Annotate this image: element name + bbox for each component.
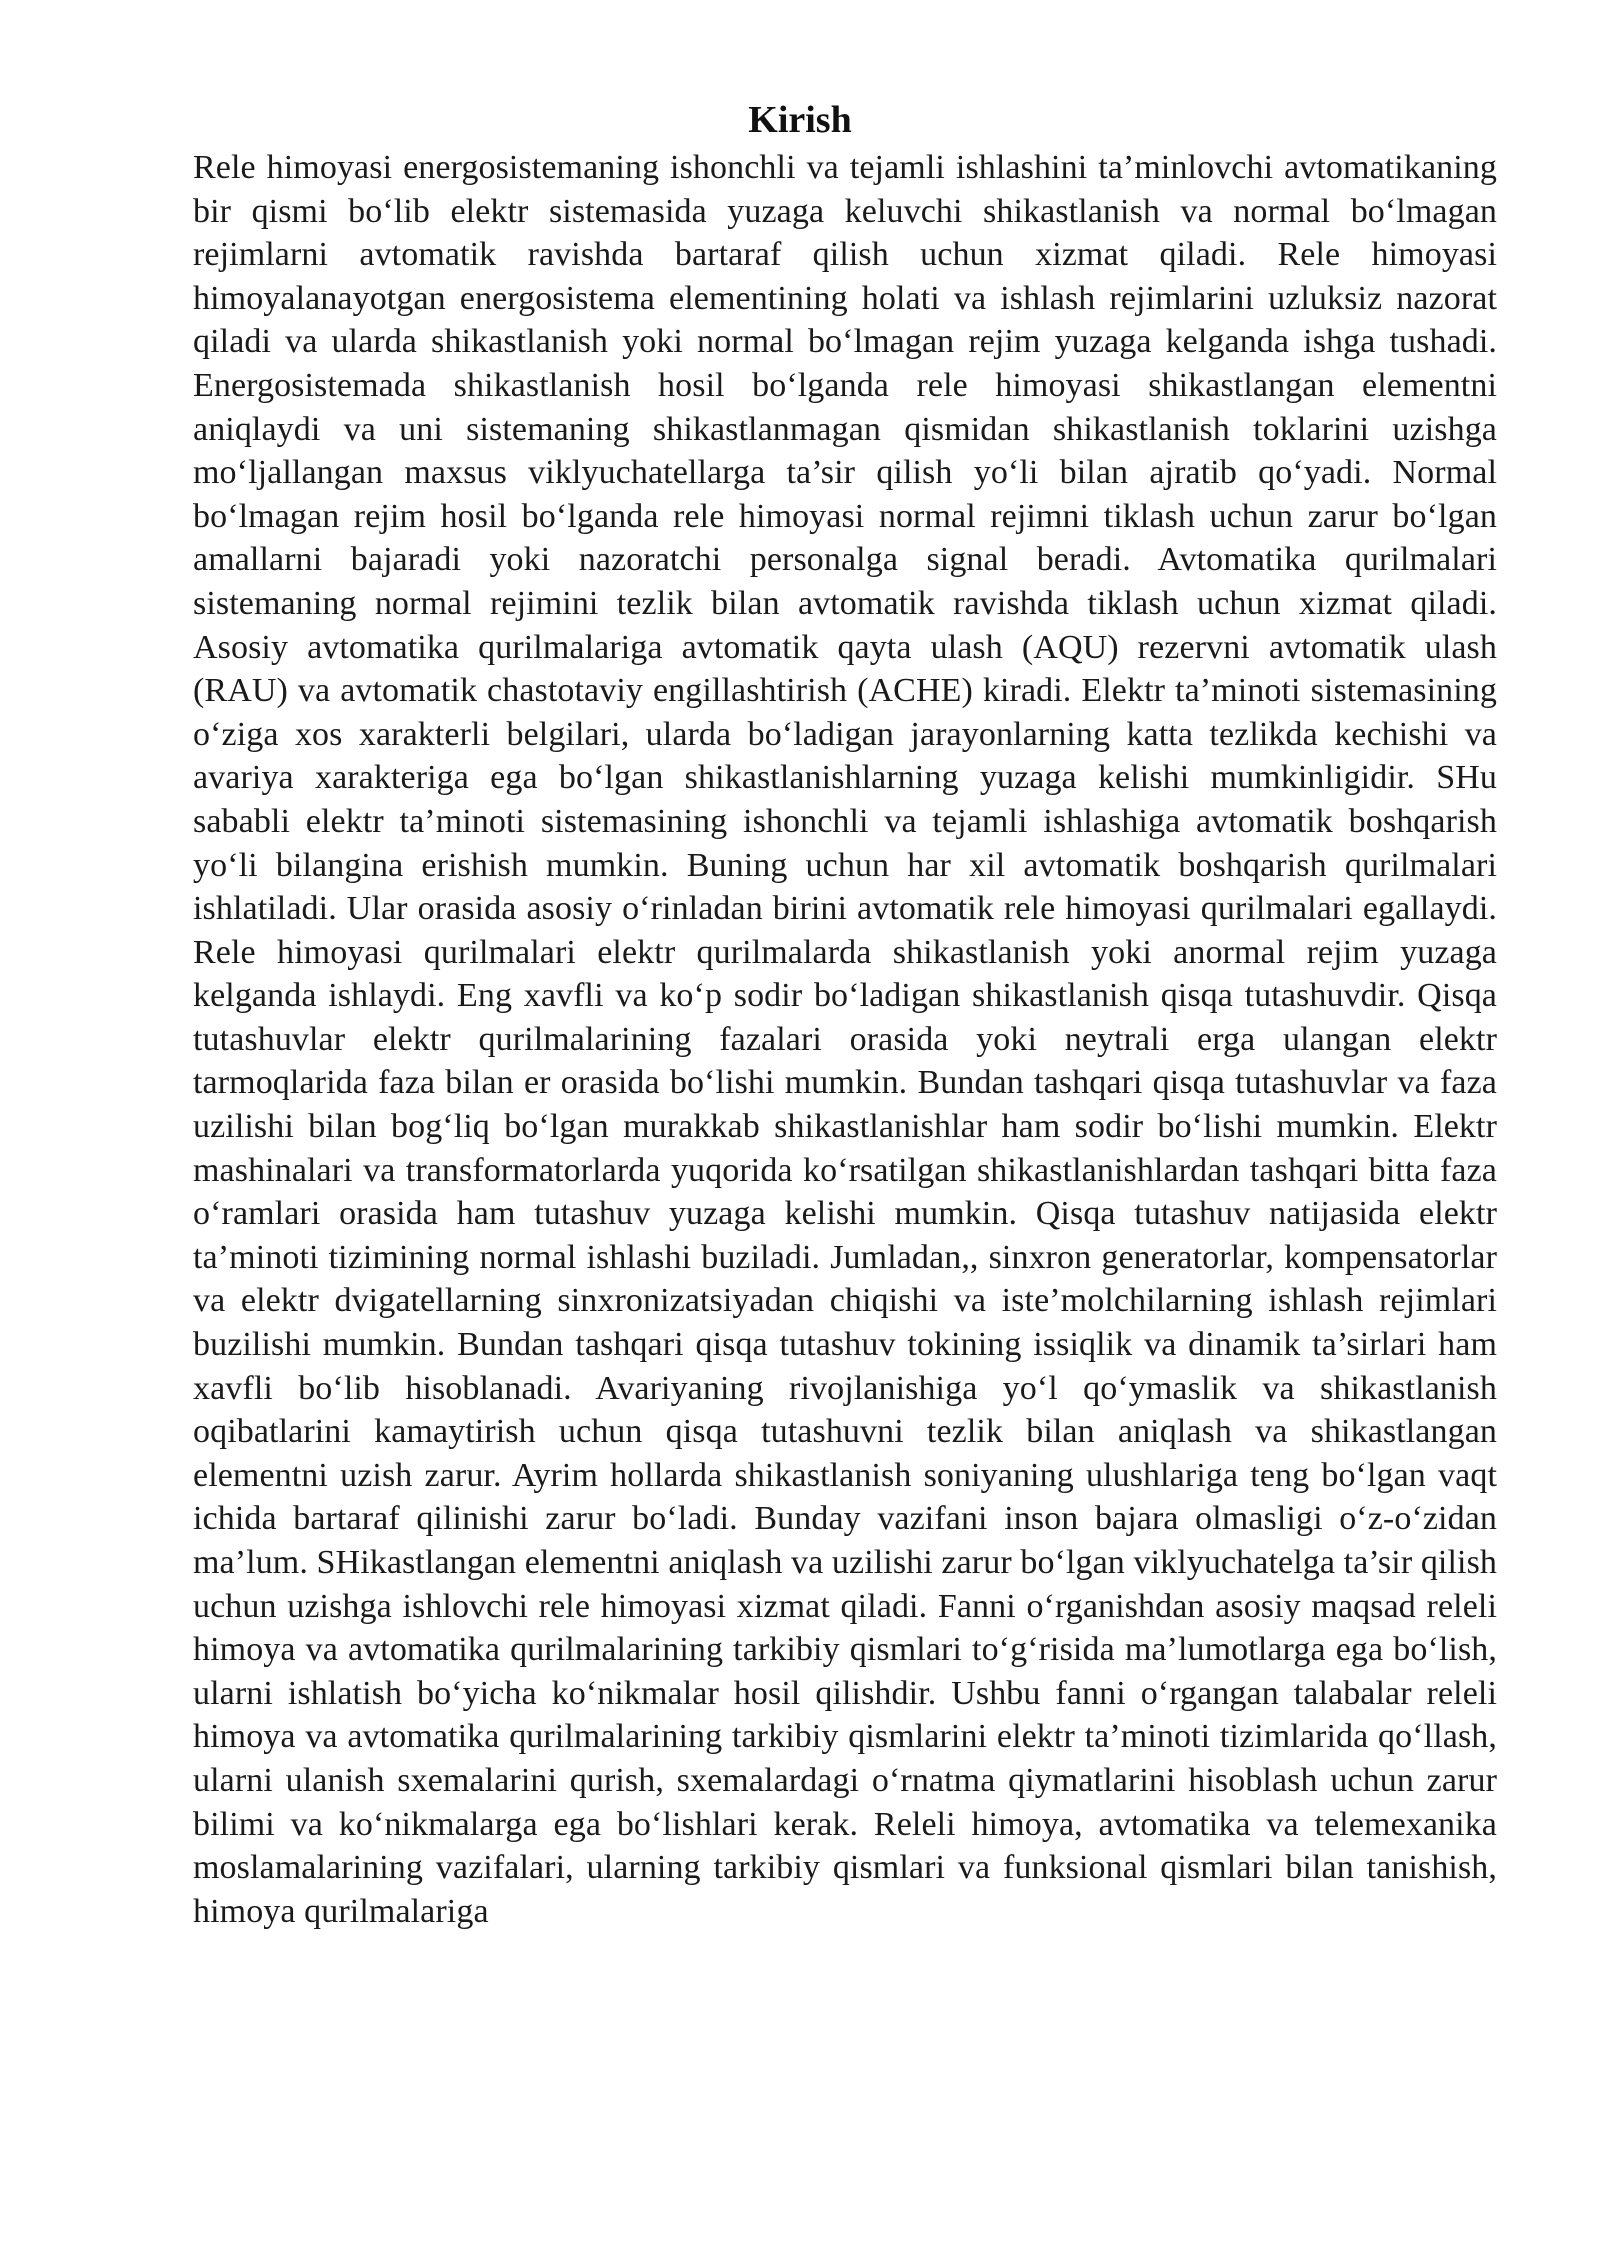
body-paragraph: Rele himoyasi energosistemaning ishonchli va tejamli ishlashini ta’minlovchi avtomatikaning bir qismi bo‘lib elektr sistemasida yuzaga keluvchi shikastlanish va normal bo‘lmagan rejimlarni avtomatik ravishda bartaraf qilish uchun xizmat qiladi. Rele himoyasi himoyalanayotgan energosistema elementining holati va ishlash rejimlarini uzluksiz nazorat qiladi va ularda shikastlanish yoki normal bo‘lmagan rejim yuzaga kelganda ishga tushadi. Energosistemada shikastlanish hosil bo‘lganda rele himoyasi shikastlangan elementni aniqlaydi va uni sistemaning shikastlanmagan qismidan shikastlanish toklarini uzishga mo‘ljallangan maxsus viklyuchatellarga ta’sir qilish yo‘li bilan ajratib qo‘yadi. Normal bo‘lmagan rejim hosil bo‘lganda rele himoyasi normal rejimni tiklash uchun zarur bo‘lgan amallarni bajaradi yoki nazoratchi personalga signal beradi. Avtomatika qurilmalari sistemaning normal rejimini tezlik bilan avtomatik ravishda tiklash uchun xizmat qiladi. Asosiy avtomatika qurilmalariga avtomatik qayta ulash (AQU) rezervni avtomatik ulash (RAU) va avtomatik chastotaviy engillashtirish (ACHE) kiradi. Elektr ta’minoti sistemasining o‘ziga xos xarakterli belgilari, ularda bo‘ladigan jarayonlarning katta tezlikda kechishi va avariya xarakteriga ega bo‘lgan shikastlanishlarning yuzaga kelishi mumkinligidir. SHu sababli elektr ta’minoti sistemasining ishonchli va tejamli ishlashiga avtomatik boshqarish yo‘li bilangina erishish mumkin. Buning uchun har xil avtomatik boshqarish qurilmalari ishlatiladi. Ular orasida asosiy o‘rinladan birini avtomatik rele himoyasi qurilmalari egallaydi. Rele himoyasi qurilmalari elektr qurilmalarda shikastlanish yoki anormal rejim yuzaga kelganda ishlaydi. Eng xavfli va ko‘p sodir bo‘ladigan shikastlanish qisqa tutashuvdir. Qisqa tutashuvlar elektr qurilmalarining fazalari orasida yoki neytrali erga ulangan elektr tarmoqlarida faza bilan er orasida bo‘lishi mumkin. Bundan tashqari qisqa tutashuvlar va faza uzilishi bilan bog‘liq bo‘lgan murakkab shikastlanishlar ham sodir bo‘lishi mumkin. Elektr mashinalari va transformatorlarda yuqorida ko‘rsatilgan shikastlanishlardan tashqari bitta faza o‘ramlari orasida ham tutashuv yuzaga kelishi mumkin. Qisqa tutashuv natijasida elektr ta’minoti tizimining normal ishlashi buziladi. Jumladan,, sinxron generatorlar, kompensatorlar va elektr dvigatellarning sinxronizatsiyadan chiqishi va iste’molchilarning ishlash rejimlari buzilishi mumkin. Bundan tashqari qisqa tutashuv tokining issiqlik va dinamik ta’sirlari ham xavfli bo‘lib hisoblanadi. Avariyaning rivojlanishiga yo‘l qo‘ymaslik va shikastlanish oqibatlarini kamaytirish uchun qisqa tutashuvni tezlik bilan aniqlash va shikastlangan elementni uzish zarur. Ayrim hollarda shikastlanish soniyaning ulushlariga teng bo‘lgan vaqt ichida bartaraf qilinishi zarur bo‘ladi. Bunday vazifani inson bajara olmasligi o‘z-o‘zidan ma’lum. SHikastlangan elementni aniqlash va uzilishi zarur bo‘lgan viklyuchatelga ta’sir qilish uchun uzishga ishlovchi rele himoyasi xizmat qiladi. Fanni o‘rganishdan asosiy maqsad releli himoya va avtomatika qurilmalarining tarkibiy qismlari to‘g‘risida ma’lumotlarga ega bo‘lish, ularni ishlatish bo‘yicha ko‘nikmalar hosil qilishdir. Ushbu fanni o‘rgangan talabalar releli himoya va avtomatika qurilmalarining tarkibiy qismlarini elektr ta’minoti tizimlarida qo‘llash, ularni ulanish sxemalarini qurish, sxemalardagi o‘rnatma qiymatlarini hisoblash uchun zarur bilimi va ko‘nikmalarga ega bo‘lishlari kerak. Releli himoya, avtomatika va telemexanika moslamalarining vazifalari, ularning tarkibiy qismlari va funksional qismlari bilan tanishish, himoya qurilmalariga [193,149,1498,1930]
page-title: Kirish [748,99,852,141]
